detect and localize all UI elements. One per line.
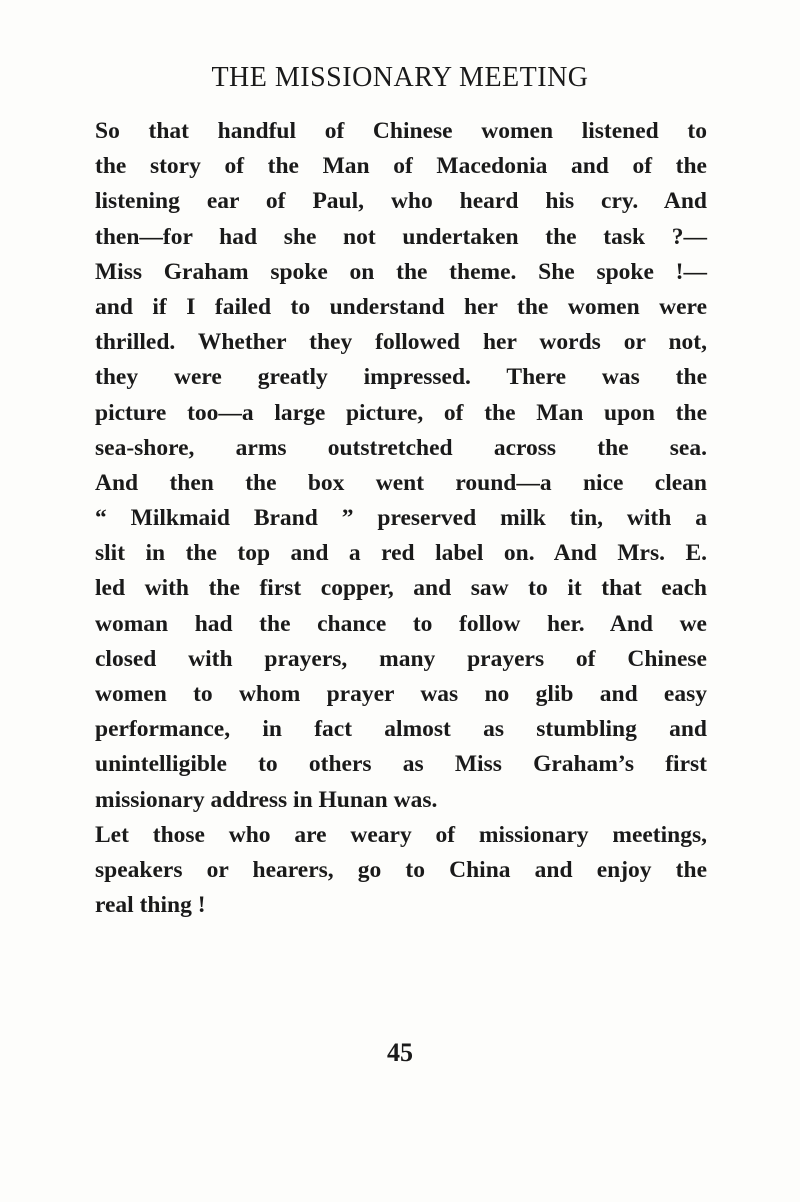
- text-line: slit in the top and a red label on. And Mrs. E.: [95, 540, 707, 567]
- text-line: And then the box went round—a nice clean: [95, 469, 707, 496]
- text-line: missionary address in Hunan was.: [95, 786, 438, 813]
- text-line: picture too—a large picture, of the Man upon the: [95, 399, 707, 426]
- text-line: women to whom prayer was no glib and easy: [95, 681, 707, 707]
- text-line: “ Milkmaid Brand ” preserved milk tin, with a: [95, 505, 707, 532]
- text-line: woman had the chance to follow her. And we: [95, 610, 707, 637]
- text-line: Miss Graham spoke on the theme. She spoke !—: [95, 258, 707, 285]
- text-line: listening ear of Paul, who heard his cry. And: [95, 188, 707, 215]
- text-line: closed with prayers, many prayers of Chinese: [95, 645, 707, 672]
- text-line: then—for had she not undertaken the task ?—: [95, 223, 707, 250]
- text-line: sea-shore, arms outstretched across the sea.: [95, 434, 707, 461]
- text-line: they were greatly impressed. There was the: [95, 364, 707, 391]
- text-line: led with the first copper, and saw to it that each: [95, 575, 707, 602]
- running-head: THE MISSIONARY MEETING: [211, 62, 589, 93]
- text-line: So that handful of Chinese women listened to: [95, 118, 707, 144]
- page-number: 45: [387, 1038, 413, 1067]
- text-line: real thing !: [95, 892, 206, 919]
- text-line: speakers or hearers, go to China and enjoy the: [95, 856, 707, 883]
- text-line: Let those who are weary of missionary meetings,: [95, 821, 707, 848]
- text-line: the story of the Man of Macedonia and of the: [95, 153, 707, 180]
- text-line: performance, in fact almost as stumbling and: [95, 716, 707, 743]
- text-line: thrilled. Whether they followed her words or not,: [95, 329, 707, 356]
- text-line: and if I failed to understand her the women were: [95, 293, 707, 320]
- body-text: [95, 114, 707, 923]
- text-line: unintelligible to others as Miss Graham’s first: [95, 751, 707, 778]
